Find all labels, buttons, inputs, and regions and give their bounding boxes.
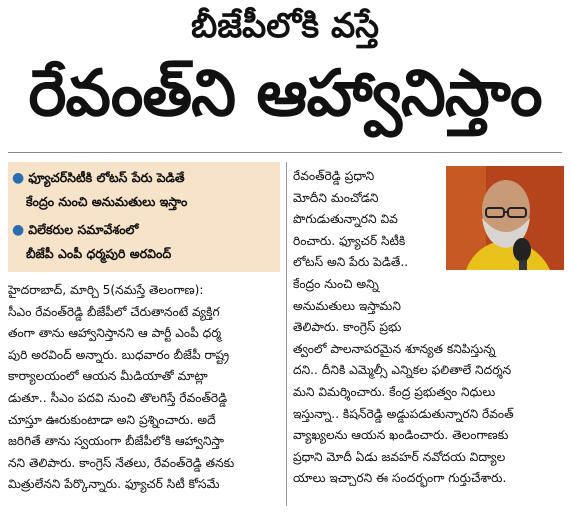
- right-column-top-text: రేవంత్‌రెడ్డి ప్రధాని మోదీని మంచోడని పొగుడుతున్నారని వివ రించారు. ఫ్యూచర్ సిటీకి లోటస్ అని పేరు పెడితే..: [293, 169, 409, 270]
- headline-line1: బీజేపీలోకి వస్తే: [190, 6, 380, 46]
- bullet-icon: ●: [12, 222, 25, 238]
- top-divider: [8, 152, 562, 153]
- bullet-icon: ●: [12, 170, 25, 186]
- headline-line2: రేవంత్‌ని ఆహ్వానిస్తాం: [28, 57, 542, 131]
- person-photo: [446, 166, 564, 270]
- left-column-text: హైదరాబాద్, మార్చి 5(నమస్తే తెలంగాణ): సీఎం రేవంత్‌రెడ్డి బీజేపీలో చేరుతానంటే వ్యక్తిగ తంగా తాను ఆహ్వానిస్తానని ఆ పార్టీ ఎంపీ ధర్మ పురి అరవింద్ అన్నారు. బుధవారం బీజేపీ రాష్ట్ర కార్యాలయంలో ఆయన మీడియాతో మాట్లా డుతూ.. సీఎం పదవి నుంచి తొలగిస్తే రేవంత్‌రెడ్డి చూస్తూ ఊరుకుంటాడా అని ప్రశ్నించారు. అదే జరిగితే తాను స్వయంగా బీజేపీలోకి ఆహ్వానిస్తా నని తెలిపారు. కాంగ్రెస్ నేతలు, రేవంత్‌రెడ్డి తనకు మిత్రులేనని పేర్కొన్నారు. ఫ్యూచర్ సిటీ కోసమే: [8, 283, 235, 492]
- highlight-item: ● ఫ్యూచర్‌సిటీకి లోటస్ పేరు పెడితే కేంద్రం నుంచి అనుమతులు ఇస్తాం: [12, 170, 188, 209]
- highlight-item: ● విలేకరుల సమావేశంలో బీజేపీ ఎంపీ ధర్మపురి అరవింద్: [12, 222, 172, 261]
- right-column-bottom-text: కేంద్రం నుంచి అన్ని అనుమతులు ఇస్తామని తెలిపారు. కాంగ్రెస్ ప్రభు త్వంలో పాలనాపరమైన శూన్యత కనిపిస్తున్న దని.. దీనికి ఎమ్మెల్సీ ఎన్నికల ఫలితాలే నిదర్శన మని విమర్శించారు. కేంద్ర ప్రభుత్వం నిధులు ఇస్తున్నా.. కిషన్‌రెడ్డి అడ్డుపడుతున్నారని రేవంత్ వ్యాఖ్యలను ఆయన ఖండించారు. తెలంగాణకు ప్రధాని మోదీ ఏడు జవహర్ నవోదయ విద్యాల యాలు ఇచ్చారని ఈ సందర్భంగా గుర్తుచేశారు.: [293, 277, 514, 486]
- column-divider: [286, 162, 287, 506]
- highlights-box: [8, 162, 280, 272]
